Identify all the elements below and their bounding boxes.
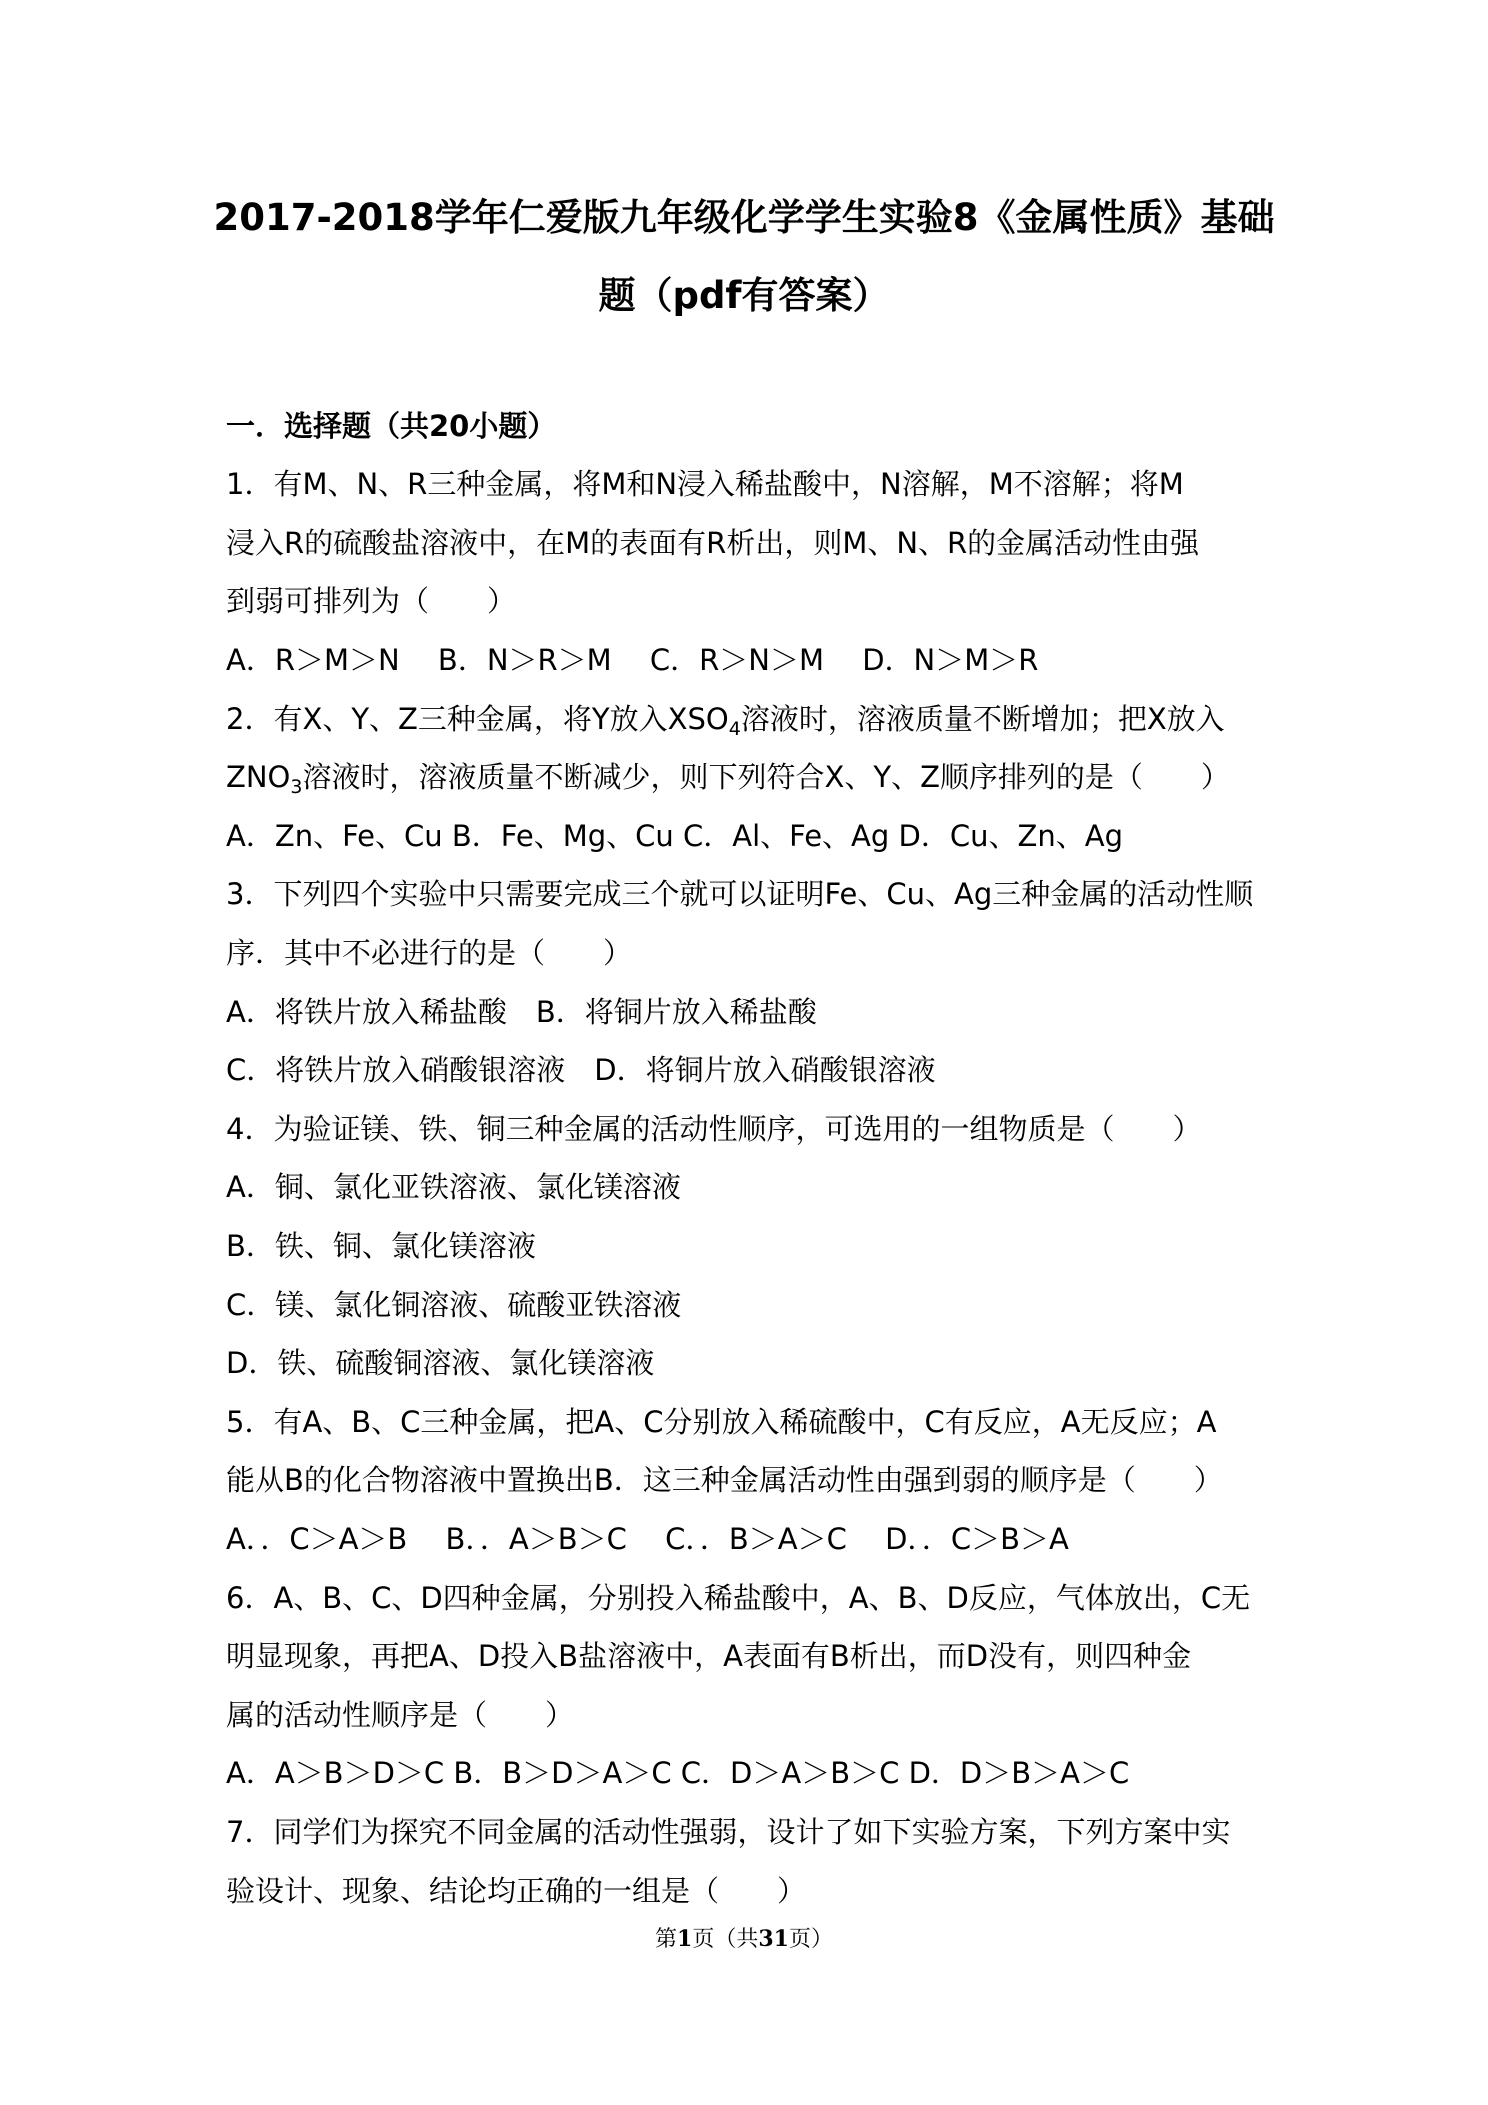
question-2-line-1-text: 2．有X、Y、Z三种金属，将Y放入XSO (226, 702, 729, 736)
question-2-line-2-text: ZNO (226, 760, 291, 794)
question-5-line-1: 5．有A、B、C三种金属，把A、C分别放入稀硫酸中，C有反应，A无反应；A (226, 1405, 1217, 1439)
question-6-line-3: 属的活动性顺序是（ ） (226, 1698, 575, 1732)
question-6-options: A．A＞B＞D＞C B．B＞D＞A＞C C．D＞A＞B＞C D．D＞B＞A＞C (226, 1756, 1130, 1790)
question-3-line-1: 3．下列四个实验中只需要完成三个就可以证明Fe、Cu、Ag三种金属的活动性顺 (226, 877, 1254, 911)
question-4-option-a: A．铜、氯化亚铁溶液、氯化镁溶液 (226, 1170, 681, 1204)
footer-suffix: 页） (788, 1927, 833, 1952)
footer-middle: 页（共 (692, 1927, 759, 1952)
question-3-options-cd: C．将铁片放入硝酸银溶液 D．将铜片放入硝酸银溶液 (226, 1053, 936, 1087)
page-number: 1 (677, 1926, 693, 1952)
question-4-line-1: 4．为验证镁、铁、铜三种金属的活动性顺序，可选用的一组物质是（ ） (226, 1112, 1202, 1146)
section-heading: 一．选择题（共20小题） (226, 409, 557, 443)
question-3-options-ab: A．将铁片放入稀盐酸 B．将铜片放入稀盐酸 (226, 995, 817, 1029)
question-6-line-2: 明显现象，再把A、D投入B盐溶液中，A表面有B析出，而D没有，则四种金 (226, 1639, 1192, 1673)
subscript-3: 3 (290, 776, 303, 798)
question-1-line-3: 到弱可排列为（ ） (226, 584, 517, 618)
question-4-option-c: C．镁、氯化铜溶液、硫酸亚铁溶液 (226, 1288, 682, 1322)
question-2-line-1 (226, 697, 1271, 751)
total-pages: 31 (758, 1926, 789, 1952)
question-5-options: A．．C＞A＞B B．．A＞B＞C C．．B＞A＞C D．．C＞B＞A (226, 1522, 1069, 1556)
question-1-line-2: 浸入R的硫酸盐溶液中，在M的表面有R析出，则M、N、R的金属活动性由强 (226, 526, 1200, 560)
question-4-option-d: D．铁、硫酸铜溶液、氯化镁溶液 (226, 1346, 655, 1380)
question-1-line-1: 1．有M、N、R三种金属，将M和N浸入稀盐酸中，N溶解，M不溶解；将M (226, 467, 1184, 501)
question-1-options: A．R＞M＞N B．N＞R＞M C．R＞N＞M D．N＞M＞R (226, 643, 1039, 677)
question-5-line-2: 能从B的化合物溶液中置换出B．这三种金属活动性由强到弱的顺序是（ ） (226, 1463, 1223, 1497)
question-4-option-b: B．铁、铜、氯化镁溶液 (226, 1229, 536, 1263)
question-7-line-1: 7．同学们为探究不同金属的活动性强弱，设计了如下实验方案，下列方案中实 (226, 1815, 1231, 1849)
subscript-4: 4 (728, 718, 741, 740)
question-7-line-2: 验设计、现象、结论均正确的一组是（ ） (226, 1874, 807, 1908)
question-2-line-1-text-end: 溶液时，溶液质量不断增加；把X放入 (740, 702, 1225, 736)
question-3-line-2: 序．其中不必进行的是（ ） (226, 936, 633, 970)
document-title-line-1: 2017-2018学年仁爱版九年级化学学生实验8《金属性质》基础 (213, 196, 1275, 239)
page-footer (0, 1924, 1488, 1955)
question-2-options: A．Zn、Fe、Cu B．Fe、Mg、Cu C．Al、Fe、Ag D．Cu、Zn、Ag (226, 819, 1123, 853)
footer-prefix: 第 (655, 1927, 678, 1952)
question-2-line-2-text-end: 溶液时，溶液质量不断减少，则下列符合X、Y、Z顺序排列的是（ ） (302, 760, 1230, 794)
document-title-line-2: 题（pdf有答案） (598, 274, 890, 317)
question-2-line-2 (226, 755, 1271, 809)
question-6-line-1: 6．A、B、C、D四种金属，分别投入稀盐酸中，A、B、D反应，气体放出，C无 (226, 1581, 1251, 1615)
